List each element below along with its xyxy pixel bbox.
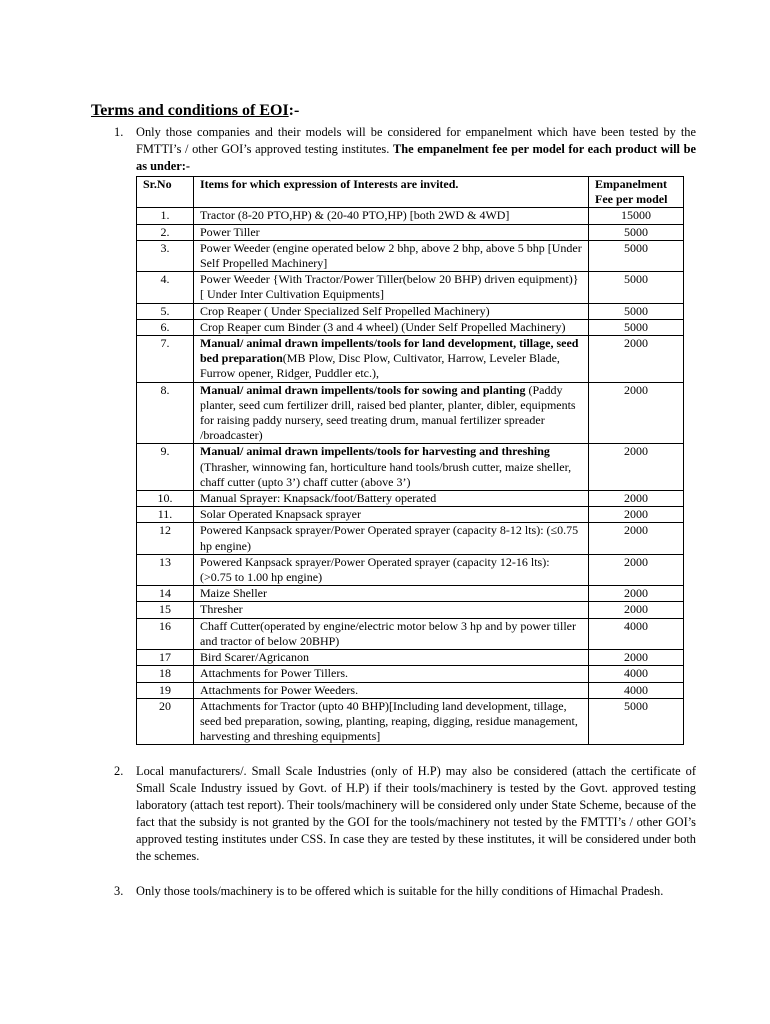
table-row: [137, 336, 684, 383]
cell-item-text: Power Weeder {With Tractor/Power Tiller(below 20 BHP) driven equipment)} [ Under Inter Cultivation Equipments]: [200, 272, 579, 302]
header-items: Items for which expression of Interests are invited.: [194, 177, 589, 208]
cell-sr-no: 12: [137, 523, 194, 554]
table-row: [137, 666, 684, 682]
header-sr-no: Sr.No: [137, 177, 194, 208]
condition-text: Local manufacturers/. Small Scale Industries (only of H.P) may also be considered (attach the certificate of Small Scale Industry issued by Govt. of H.P) if their tools/machinery is tested by the Govt. approved testing laboratory (attach test report). Their tools/machinery will be considered only under State Scheme, because of the fact that the subsidy is not granted by the GOI for the tools/machinery not tested by the FMTTI’s / other GOI’s approved testing institutes under CSS. In case they are tested by these institutes, it will be considered under both the schemes.: [136, 764, 696, 863]
cell-sr-no: 13: [137, 554, 194, 585]
page-title: [91, 102, 299, 120]
cell-fee: 2000: [589, 382, 684, 444]
cell-sr-no: 7.: [137, 336, 194, 383]
cell-fee: 4000: [589, 682, 684, 698]
cell-fee: 2000: [589, 336, 684, 383]
cell-fee: 5000: [589, 224, 684, 240]
cell-item-text: Thresher: [200, 602, 243, 617]
cell-item: [194, 698, 589, 745]
cell-item-text: Powered Kanpsack sprayer/Power Operated sprayer (capacity 8-12 lts): (≤0.75 hp engine): [200, 523, 579, 553]
cell-fee: 4000: [589, 666, 684, 682]
condition-1-bold-text: The empanelment fee per model for each product will be as under:-: [136, 142, 697, 173]
cell-fee: 5000: [589, 303, 684, 319]
cell-item-bold: Manual/ animal drawn impellents/tools for land development, tillage, seed bed preparation: [200, 336, 579, 366]
cell-fee: 2000: [589, 554, 684, 585]
cell-fee: 2000: [589, 523, 684, 554]
table-row: [137, 491, 684, 507]
cell-item-text: (MB Plow, Disc Plow, Cultivator, Harrow, Leveler Blade, Furrow opener, Ridger, Puddler etc.),: [200, 351, 560, 381]
table-row: [137, 303, 684, 319]
table-row: [137, 618, 684, 649]
cell-sr-no: 18: [137, 666, 194, 682]
cell-item-text: Tractor (8-20 PTO,HP) & (20-40 PTO,HP) [both 2WD & 4WD]: [200, 208, 510, 223]
cell-item-text: Bird Scarer/Agricanon: [200, 650, 309, 665]
cell-sr-no: 5.: [137, 303, 194, 319]
cell-item: [194, 602, 589, 618]
condition-text: [136, 124, 696, 175]
cell-item: [194, 650, 589, 666]
cell-item: [194, 336, 589, 383]
cell-item: [194, 208, 589, 224]
table-body: [137, 208, 684, 745]
cell-item-text: Attachments for Tractor (upto 40 BHP)[Including land development, tillage, seed bed preparation, sowing, planting, reaping, digging, residue management, harvesting and threshing equipments]: [200, 698, 578, 744]
cell-item: [194, 586, 589, 602]
cell-item: [194, 444, 589, 491]
cell-sr-no: 9.: [137, 444, 194, 491]
empanelment-fee-table: [136, 176, 684, 745]
cell-sr-no: 4.: [137, 272, 194, 303]
cell-sr-no: 20: [137, 698, 194, 745]
cell-fee: 2000: [589, 444, 684, 491]
cell-item-text: Attachments for Power Weeders.: [200, 682, 359, 697]
cell-item: [194, 303, 589, 319]
cell-fee: 2000: [589, 507, 684, 523]
cell-sr-no: 1.: [137, 208, 194, 224]
cell-item: [194, 523, 589, 554]
cell-fee: 5000: [589, 319, 684, 335]
table-row: [137, 554, 684, 585]
cell-sr-no: 15: [137, 602, 194, 618]
cell-sr-no: 8.: [137, 382, 194, 444]
table-row: [137, 240, 684, 271]
table-row: [137, 682, 684, 698]
table-row: [137, 650, 684, 666]
cell-item: [194, 319, 589, 335]
cell-fee: 5000: [589, 240, 684, 271]
cell-item: [194, 682, 589, 698]
cell-item: [194, 507, 589, 523]
cell-fee: 5000: [589, 272, 684, 303]
cell-sr-no: 19: [137, 682, 194, 698]
title-text: Terms and conditions of EOI: [91, 102, 289, 119]
cell-sr-no: 16: [137, 618, 194, 649]
table-row: [137, 602, 684, 618]
cell-item-text: Crop Reaper ( Under Specialized Self Propelled Machinery): [200, 303, 490, 318]
cell-item-text: Chaff Cutter(operated by engine/electric motor below 3 hp and by power tiller and tractor of below 20BHP): [200, 618, 576, 648]
table-row: [137, 382, 684, 444]
table-row: [137, 272, 684, 303]
cell-item: [194, 382, 589, 444]
cell-item: [194, 618, 589, 649]
condition-1-text: Only those companies and their models will be considered for empanelment which have been tested by the FMTTI’s / other GOI’s approved testing institutes.: [136, 125, 696, 156]
cell-sr-no: 2.: [137, 224, 194, 240]
cell-item-bold: Manual/ animal drawn impellents/tools for harvesting and threshing: [200, 444, 550, 459]
cell-item: [194, 224, 589, 240]
table-row: [137, 444, 684, 491]
cell-item-text: Manual Sprayer: Knapsack/foot/Battery operated: [200, 491, 437, 506]
cell-item-text: Solar Operated Knapsack sprayer: [200, 507, 361, 522]
cell-sr-no: 17: [137, 650, 194, 666]
cell-item: [194, 491, 589, 507]
cell-item-bold: Manual/ animal drawn impellents/tools for sowing and planting: [200, 382, 526, 397]
cell-fee: 2000: [589, 586, 684, 602]
condition-number: 1.: [114, 125, 124, 139]
cell-item-text: Powered Kanpsack sprayer/Power Operated sprayer (capacity 12-16 lts): (>0.75 to 1.00 hp engine): [200, 554, 550, 585]
cell-fee: 5000: [589, 698, 684, 745]
cell-fee: 4000: [589, 618, 684, 649]
cell-item-text: Maize Sheller: [200, 586, 267, 601]
cell-sr-no: 11.: [137, 507, 194, 523]
table-header-row: [137, 177, 684, 208]
condition-number: 3.: [114, 884, 124, 898]
cell-fee: 15000: [589, 208, 684, 224]
condition-text: Only those tools/machinery is to be offered which is suitable for the hilly conditions of Himachal Pradesh.: [136, 884, 664, 898]
cell-sr-no: 3.: [137, 240, 194, 271]
cell-item-text: Power Weeder (engine operated below 2 bhp, above 2 bhp, above 5 bhp [Under Self Propelled Machinery]: [200, 240, 582, 271]
table-row: [137, 698, 684, 745]
table-row: [137, 586, 684, 602]
table-row: [137, 224, 684, 240]
cell-item-text: Power Tiller: [200, 224, 260, 239]
title-suffix: :-: [288, 102, 300, 119]
cell-item: [194, 666, 589, 682]
table-row: [137, 319, 684, 335]
cell-item-text: (Paddy planter, seed cum fertilizer drill, raised bed planter, planter, dibler, equipments for raising paddy nursery, seed treating drum, manual fertilizer spreader /broadcaster): [200, 382, 576, 443]
table-row: [137, 523, 684, 554]
cell-fee: 2000: [589, 650, 684, 666]
cell-item-text: Crop Reaper cum Binder (3 and 4 wheel) (Under Self Propelled Machinery): [200, 319, 566, 334]
condition-number: 2.: [114, 764, 124, 778]
cell-fee: 2000: [589, 491, 684, 507]
cell-item-text: (Thrasher, winnowing fan, horticulture hand tools/brush cutter, maize sheller, chaff cutter (upto 3’) chaff cutter (above 3’): [200, 459, 572, 489]
cell-sr-no: 10.: [137, 491, 194, 507]
cell-sr-no: 14: [137, 586, 194, 602]
cell-item: [194, 240, 589, 271]
cell-item: [194, 554, 589, 585]
cell-item: [194, 272, 589, 303]
header-fee: Empanelment Fee per model: [589, 177, 684, 208]
table-row: [137, 208, 684, 224]
table-row: [137, 507, 684, 523]
cell-fee: 2000: [589, 602, 684, 618]
cell-item-text: Attachments for Power Tillers.: [200, 666, 348, 681]
cell-sr-no: 6.: [137, 319, 194, 335]
